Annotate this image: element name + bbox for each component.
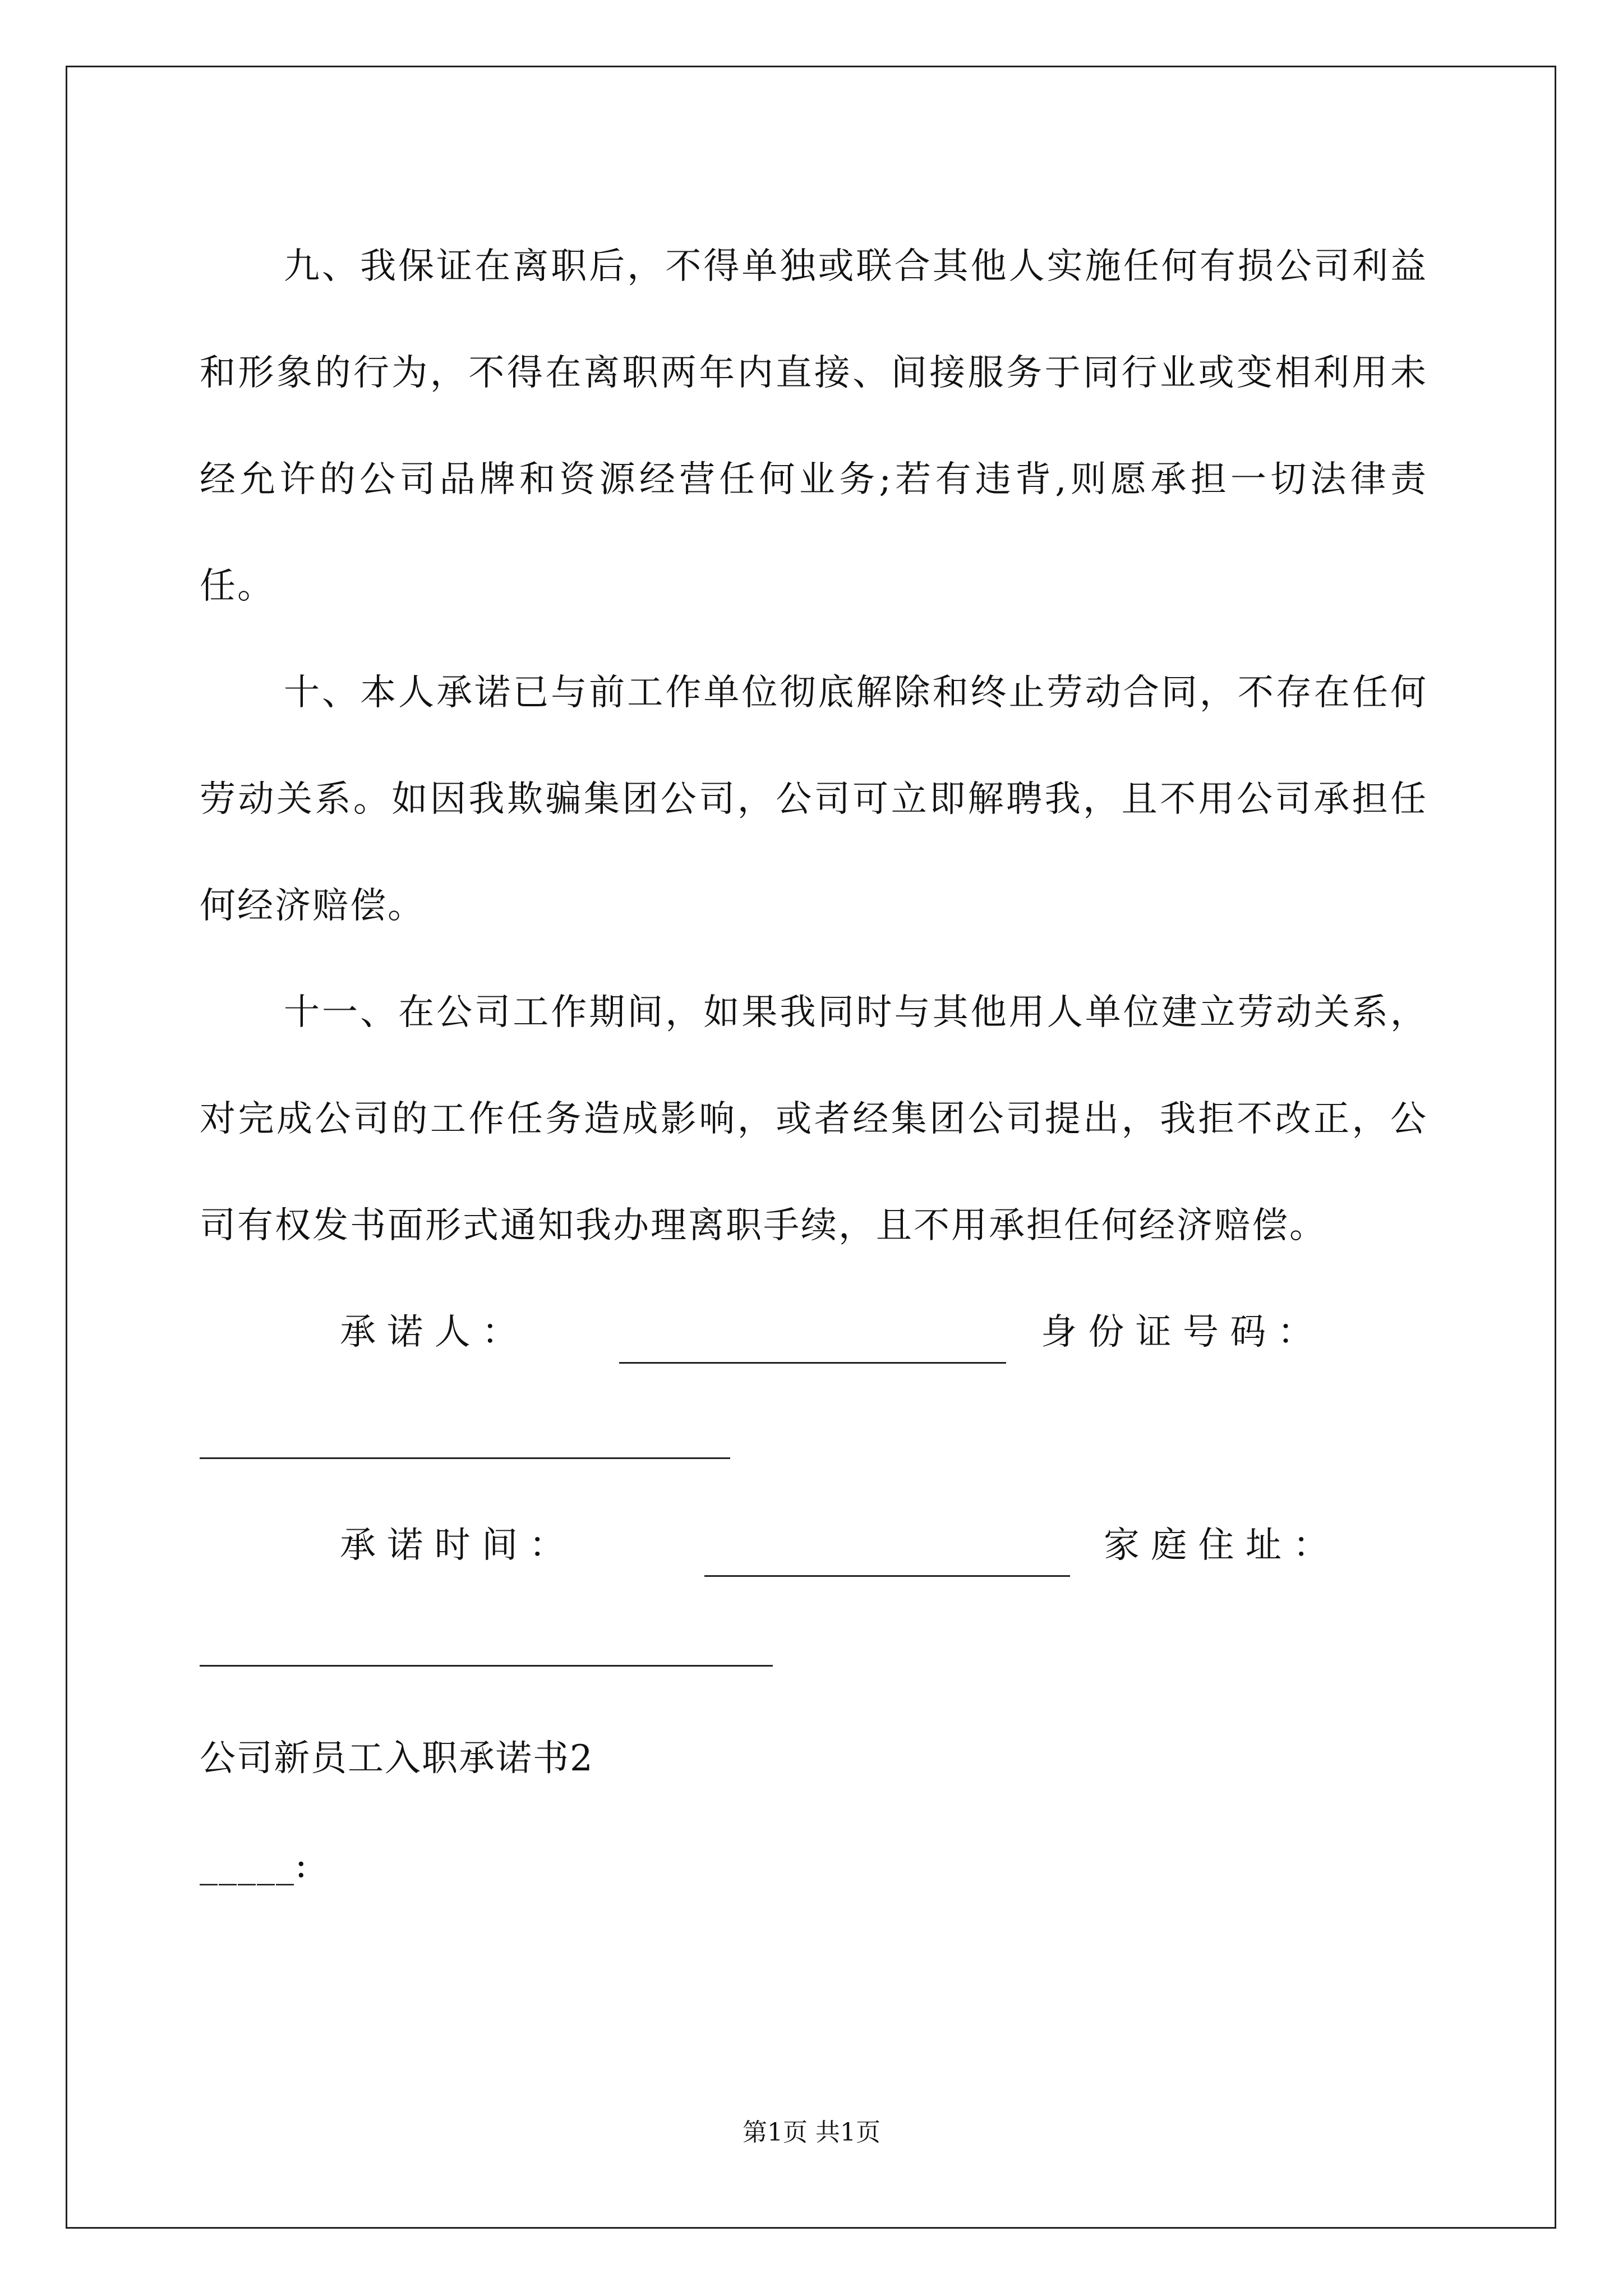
clause-11: 十一、在公司工作期间，如果我同时与其他用人单位建立劳动关系，对完成公司的工作任务造成影响，或者经集团公司提出，我拒不改正，公司有权发书面形式通知我办理离职手续，且不用承担任何经济赔偿。: [200, 992, 1428, 1246]
id-number-blank: [200, 1457, 730, 1459]
promisor-blank: [619, 1362, 1006, 1364]
home-address-blank: [200, 1665, 773, 1667]
id-number-label: 身 份 证 号 码 ：: [1041, 1312, 1313, 1353]
clause-9: 九、我保证在离职后，不得单独或联合其他人实施任何有损公司利益和形象的行为，不得在离职两年内直接、间接服务于同行业或变相利用未经允许的公司品牌和资源经营任何业务;若有违背,则愿承担一切法律责任。: [200, 246, 1428, 607]
id-number-blank-row: [200, 1386, 1428, 1492]
promisor-label: 承 诺 人 ：: [340, 1312, 518, 1353]
promise-time-label: 承 诺 时 间 ：: [340, 1525, 565, 1566]
clause-10: 十、本人承诺已与前工作单位彻底解除和终止劳动合同，不存在任何劳动关系。如因我欺骗集团公司，公司可立即解聘我，且不用公司承担任何经济赔偿。: [200, 672, 1428, 927]
signature-row-promisor: [200, 1279, 1428, 1386]
signature-row-time: [200, 1492, 1428, 1599]
promise-time-blank: [704, 1575, 1070, 1577]
page-footer: 第1页 共1页: [743, 2118, 880, 2147]
section-title: 公司新员工入职承诺书2: [200, 1738, 594, 1779]
home-address-blank-row: [200, 1599, 1428, 1705]
salutation: _____:: [200, 1844, 308, 1886]
home-address-label: 家 庭 住 址 ：: [1104, 1525, 1329, 1566]
document-body: [200, 213, 1428, 1918]
